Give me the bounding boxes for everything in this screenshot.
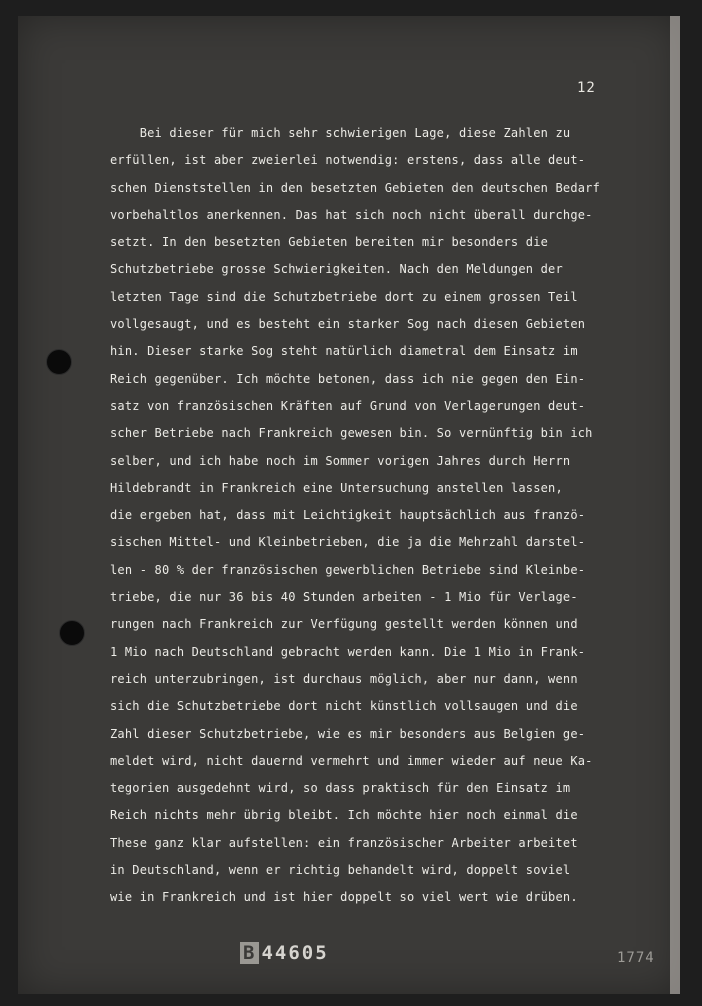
text-line: in Deutschland, wenn er richtig behandelt wird, doppelt soviel: [110, 863, 571, 878]
archive-stamp: [240, 942, 329, 964]
text-line: letzten Tage sind die Schutzbetriebe dort zu einem grossen Teil: [110, 289, 578, 304]
corner-number: 1774: [617, 950, 655, 966]
text-line: Hildebrandt in Frankreich eine Untersuchung anstellen lassen,: [110, 480, 563, 495]
text-line: vorbehaltlos anerkennen. Das hat sich noch nicht überall durchge-: [110, 207, 593, 222]
page-number: 12: [577, 80, 596, 96]
text-line: schen Dienststellen in den besetzten Gebieten den deutschen Bedarf: [110, 180, 601, 195]
text-line: vollgesaugt, und es besteht ein starker Sog nach diesen Gebieten: [110, 317, 586, 332]
text-line: triebe, die nur 36 bis 40 Stunden arbeiten - 1 Mio für Verlage-: [110, 590, 578, 605]
text-line: meldet wird, nicht dauernd vermehrt und immer wieder auf neue Ka-: [110, 753, 593, 768]
text-line: wie in Frankreich und ist hier doppelt so viel wert wie drüben.: [110, 890, 578, 905]
text-line: erfüllen, ist aber zweierlei notwendig: erstens, dass alle deut-: [110, 153, 586, 168]
text-line: sich die Schutzbetriebe dort nicht künstlich vollsaugen und die: [110, 699, 578, 714]
text-line: len - 80 % der französischen gewerblichen Betriebe sind Kleinbe-: [110, 562, 586, 577]
page-edge: [670, 16, 680, 994]
text-line: These ganz klar aufstellen: ein französischer Arbeiter arbeitet: [110, 835, 578, 850]
text-line: die ergeben hat, dass mit Leichtigkeit hauptsächlich aus franzö-: [110, 508, 586, 523]
text-line: hin. Dieser starke Sog steht natürlich diametral dem Einsatz im: [110, 344, 578, 359]
punch-hole-bottom: [59, 620, 85, 646]
text-line: tegorien ausgedehnt wird, so dass praktisch für den Einsatz im: [110, 781, 571, 796]
archive-stamp-letter: B: [240, 942, 259, 964]
archive-stamp-number: 44605: [261, 942, 329, 964]
text-line: scher Betriebe nach Frankreich gewesen bin. So vernünftig bin ich: [110, 426, 593, 441]
typed-text-body: [110, 120, 670, 912]
text-line: Bei dieser für mich sehr schwierigen Lage, diese Zahlen zu: [110, 126, 571, 140]
text-line: selber, und ich habe noch im Sommer vorigen Jahres durch Herrn: [110, 453, 571, 468]
text-line: satz von französischen Kräften auf Grund von Verlagerungen deut-: [110, 398, 586, 413]
text-line: Zahl dieser Schutzbetriebe, wie es mir besonders aus Belgien ge-: [110, 726, 586, 741]
text-line: Reich gegenüber. Ich möchte betonen, dass ich nie gegen den Ein-: [110, 371, 586, 386]
text-line: sischen Mittel- und Kleinbetrieben, die ja die Mehrzahl darstel-: [110, 535, 586, 550]
text-line: 1 Mio nach Deutschland gebracht werden kann. Die 1 Mio in Frank-: [110, 644, 586, 659]
text-line: reich unterzubringen, ist durchaus möglich, aber nur dann, wenn: [110, 671, 578, 686]
text-line: rungen nach Frankreich zur Verfügung gestellt werden können und: [110, 617, 578, 632]
punch-hole-top: [46, 349, 72, 375]
text-line: setzt. In den besetzten Gebieten bereiten mir besonders die: [110, 235, 549, 250]
text-line: Schutzbetriebe grosse Schwierigkeiten. Nach den Meldungen der: [110, 262, 563, 277]
text-line: Reich nichts mehr übrig bleibt. Ich möchte hier noch einmal die: [110, 808, 578, 823]
